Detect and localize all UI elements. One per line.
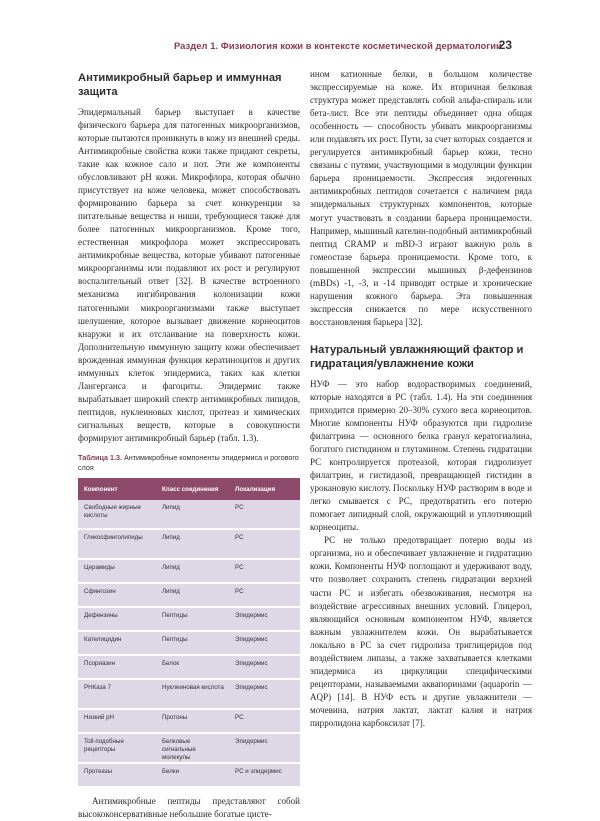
- table-caption-label: Таблица 1.3.: [78, 453, 122, 463]
- table-row: [78, 655, 300, 679]
- table-cell: Белки: [156, 763, 229, 787]
- table-cell: Пептиды: [156, 607, 229, 631]
- table-cell: Гликосфинголипиды: [78, 529, 156, 559]
- table-cell: Эпидермис: [229, 631, 300, 655]
- table-cell: РНКаза 7: [78, 679, 156, 709]
- table-cell: Эпидермис: [229, 679, 300, 709]
- table-cell: Липид: [156, 583, 229, 607]
- table-cell: РС: [229, 583, 300, 607]
- table-cell: Toll-подобные рецепторы: [78, 733, 156, 763]
- table-cell: Церамиды: [78, 559, 156, 583]
- left-column: [78, 71, 300, 821]
- table-cell: РС: [229, 559, 300, 583]
- table-row: [78, 529, 300, 559]
- section-heading-antimicrobial: Антимикробный барьер и иммунная защита: [78, 72, 282, 99]
- antimicrobial-components-table: [78, 478, 300, 788]
- section-heading-nmf: Натуральный увлажняющий фактор и гидратация/увлажнение кожи: [310, 343, 524, 371]
- table-caption-text: Антимикробные компоненты эпидермиса и рогового слоя: [78, 453, 299, 473]
- table-header-row: [78, 478, 300, 500]
- paragraph-nmf-hydration: РС не только предотвращает потерю воды из организма, но и обеспечивает увлажнение и гидратацию кожи. Компоненты НУФ поглощают и удерживают воду, что позволяет сохранить степень гидратации верхней части РС и избегать обезвоживания, несмотря на воздействие агрессивных внешних условий. Глицерол, являющийся основным компонентом НУФ, является важным увлажнителем кожи. Он вырабатывается локально в РС за счет гидролиза триглицеридов под воздействием липазы, а также захватывается клетками эпидермиса из циркуляции специфическими рецепторами, называемыми аквапоринами (aquaporin — AQP) [14]. В НУФ есть и другие увлажнители — мочевина, натрия лактат, лактат калия и натрия пирролидона карбоксилат [7].: [310, 535, 532, 728]
- table-cell: Белок: [156, 655, 229, 679]
- table-caption: [78, 453, 300, 473]
- table-cell: Липид: [156, 500, 229, 529]
- table-cell: РС: [229, 500, 300, 529]
- table-cell: Липид: [156, 559, 229, 583]
- table-cell: Кателицидин: [78, 631, 156, 655]
- table-row: [78, 631, 300, 655]
- table-row: [78, 500, 300, 529]
- table-cell: Эпидермис: [229, 733, 300, 763]
- paragraph-antimicrobial-barrier: Эпидермальный барьер выступает в качестве физического барьера для патогенных микроорганизмов, которые пытаются проникнуть в кожу из внешней среды. Антимикробные свойства кожи также придают секреты, такие как кожное сало и пот. Эти же компоненты обусловливают рН кожи. Микрофлора, которая обычно присутствует на коже человека, может способствовать формированию барьера за счет конкуренции за питательные вещества и ниши, требующиеся также для более патогенных микроорганизмов. Кроме того, естественная микрофлора может экспрессировать антимикробные вещества, которые убивают патогенные микроорганизмы или подавляют их рост и регулируют воспалительный ответ [32]. В качестве встроенного механизма ингибирования колонизации кожи патогенными микроорганизмами также выступает шелушение, которое вызывает движение корнеоцитов кнаружи и их отслаивание на поверхность кожи. Дополнительную иммунную защиту кожи обеспечивает врожденная иммунная функция кератиноцитов и других иммунных клеток эпидермиса, таких как клетки Лангерганса и фагоциты. Эпидермис также вырабатывает широкий спектр антимикробных липидов, пептидов, нуклеиновых кислот, протеаз и химических сигнальных веществ, которые в совокупности формируют антимикробный барьер (табл. 1.3).: [78, 106, 300, 443]
- table-cell: Сфингозин: [78, 583, 156, 607]
- table-cell: Протеазы: [78, 763, 156, 787]
- table-cell: Низкий рН: [78, 709, 156, 733]
- table-row: [78, 763, 300, 787]
- paragraph-antimicrobial-peptides-continuation: ином катионные белки, в большом количестве экспрессируемые на коже. Их вторичная белковая структура может представлять собой альфа-спираль или бета-лист. Все эти пептиды объединяет одна общая особенность — способность убивать микроорганизмы или подавлять их рост. Пути, за счет которых создается и регулируется антимикробный барьер кожи, тесно связаны с путями, участвующими в модуляции функции барьера проницаемости. Экспрессия эндогенных антимикробных пептидов сочетается с наличием ряда эпидермальных структурных компонентов, которые могут участвовать в создании барьера проницаемости. Например, мышиный кателин-подобный антимикробный пептид CRAMP и mBD-3 играют важную роль в гомеостазе барьера проницаемости. Кроме того, к повышенной экспрессии мышиных β-дефензинов (mBDs) -1, -3, и -14 приводят острые и хронические нарушения кожного барьера. Эта повышенная экспрессия снижается по мере искусственного восстановления барьера [32].: [310, 69, 532, 327]
- table-header-cell: Компонент: [78, 478, 156, 500]
- table-header-cell: Локализация: [229, 478, 300, 500]
- table-cell: РС: [229, 709, 300, 733]
- table-cell: Липид: [156, 529, 229, 559]
- table-row: [78, 583, 300, 607]
- table-row: [78, 559, 300, 583]
- table-cell: Нуклеиновая кислота: [156, 679, 229, 709]
- table-cell: Дефензины: [78, 607, 156, 631]
- table-cell: РС и эпидермис: [229, 763, 300, 787]
- running-head: Раздел 1. Физиология кожи в контексте косметической дерматологии: [174, 40, 502, 51]
- table-row: [78, 709, 300, 733]
- table-cell: Свободные жирные кислоты: [78, 500, 156, 529]
- table-cell: Белковые сигнальные молекулы: [156, 733, 229, 763]
- table-header-cell: Класс соединения: [156, 478, 229, 500]
- table-cell: РС: [229, 529, 300, 559]
- right-column: [310, 68, 532, 730]
- table-row: [78, 679, 300, 709]
- table-cell: Пептиды: [156, 631, 229, 655]
- table-cell: Псориазин: [78, 655, 156, 679]
- table-row: [78, 607, 300, 631]
- paragraph-nmf-definition: НУФ — это набор водорастворимых соединений, которые находятся в РС (табл. 1.4). На эти соединения приходится примерно 20–30% сухого веса корнеоцитов. Многие компоненты НУФ образуются при гидролизе филаггрина — основного белка гранул кератогиалина, богатого гистидином и глутамином. Степень гидратации РС контролируется протеазой, которая гидролизует филаггрин, и гистидазой, превращающей гистидин в урокановую кислоту. Поскольку НУФ растворим в воде и легко смывается с РС, предотвратить его потерю помогает липидный слой, окружающий и уплотняющий корнеоциты.: [310, 378, 532, 533]
- table-row: [78, 733, 300, 763]
- paragraph-antimicrobial-peptides-start: Антимикробные пептиды представляют собой высококонсервативные небольшие богатые цисте-: [78, 796, 300, 820]
- table-cell: Эпидермис: [229, 655, 300, 679]
- page-number: 23: [498, 38, 512, 52]
- table-cell: Эпидермис: [229, 607, 300, 631]
- table-cell: Протоны: [156, 709, 229, 733]
